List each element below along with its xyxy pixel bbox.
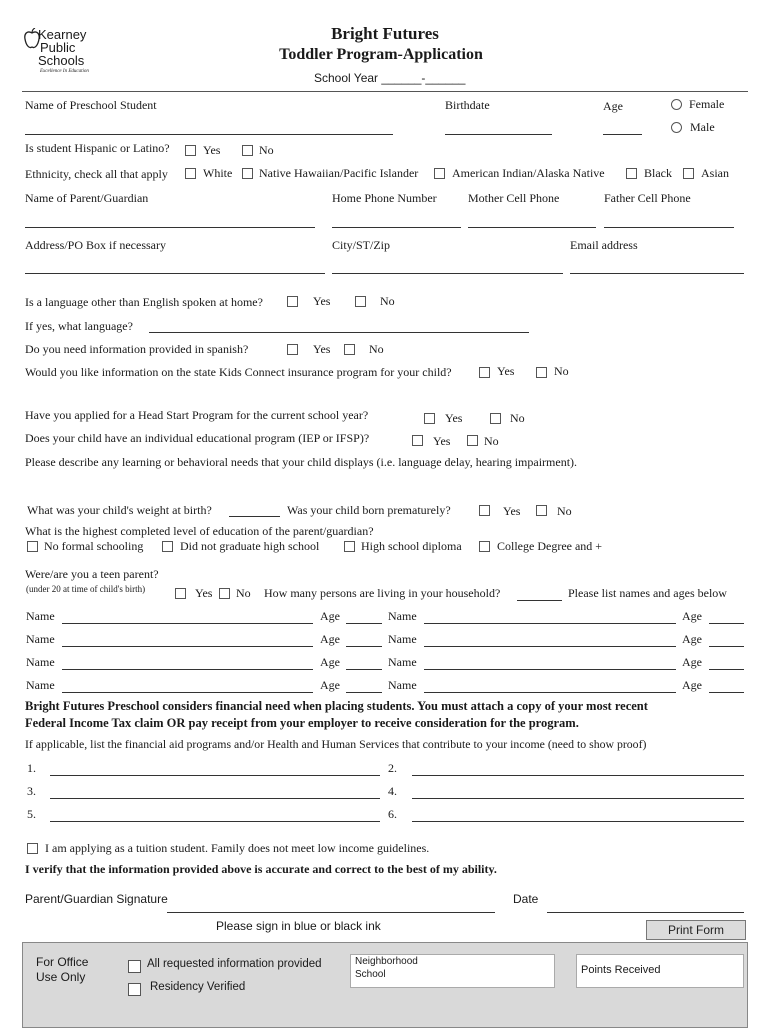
member-age-label: Age: [320, 632, 340, 646]
hispanic-yes-label: Yes: [203, 143, 221, 157]
head-start-no-checkbox[interactable]: [490, 413, 501, 424]
ethnicity-native-american-label: American Indian/Alaska Native: [452, 166, 605, 180]
school-label-line1: Neighborhood: [355, 956, 418, 967]
city-field[interactable]: [332, 273, 563, 274]
financial-aid-prompt: If applicable, list the financial aid programs and/or Health and Human Services that contribute to your income (need to show proof): [25, 737, 647, 751]
aid-field-3[interactable]: [50, 798, 380, 799]
member-name-field[interactable]: [62, 669, 313, 670]
teen-yes-checkbox[interactable]: [175, 588, 186, 599]
language-question: Is a language other than English spoken at home?: [25, 295, 263, 309]
financial-notice-line1: Bright Futures Preschool considers financial need when placing students. You must attach a copy of your most recent: [25, 699, 648, 713]
member-name-field[interactable]: [62, 692, 313, 693]
hispanic-no-label: No: [259, 143, 274, 157]
head-start-yes-checkbox[interactable]: [424, 413, 435, 424]
aid-number: 5.: [27, 807, 36, 821]
member-age-field[interactable]: [709, 623, 744, 624]
member-name-field[interactable]: [424, 669, 676, 670]
ethnicity-hawaiian-checkbox[interactable]: [242, 168, 253, 179]
education-question: What is the highest completed level of education of the parent/guardian?: [25, 524, 374, 538]
verify-statement: I verify that the information provided above is accurate and correct to the best of my ability.: [25, 862, 497, 876]
member-age-field[interactable]: [709, 692, 744, 693]
father-cell-field[interactable]: [604, 227, 734, 228]
member-name-label: Name: [388, 655, 417, 669]
language-yes-label: Yes: [313, 294, 331, 308]
needs-prompt: Please describe any learning or behavioral needs that your child displays (i.e. language delay, hearing impairment).: [25, 455, 578, 469]
member-age-field[interactable]: [346, 623, 382, 624]
kids-connect-question: Would you like information on the state Kids Connect insurance program for your child?: [25, 365, 452, 379]
aid-field-1[interactable]: [50, 775, 380, 776]
household-count-field[interactable]: [517, 600, 562, 601]
member-name-field[interactable]: [424, 623, 676, 624]
ethnicity-white-checkbox[interactable]: [185, 168, 196, 179]
male-radio[interactable]: [671, 122, 682, 133]
ethnicity-asian-label: Asian: [701, 166, 729, 180]
member-age-field[interactable]: [709, 669, 744, 670]
teen-no-label: No: [236, 586, 251, 600]
member-age-label: Age: [682, 632, 702, 646]
education-hs-checkbox[interactable]: [344, 541, 355, 552]
logo-line3: Schools: [38, 53, 85, 68]
aid-field-5[interactable]: [50, 821, 380, 822]
ethnicity-white-label: White: [203, 166, 233, 180]
member-age-field[interactable]: [346, 692, 382, 693]
female-label: Female: [689, 97, 725, 111]
form-title: Bright Futures: [331, 24, 439, 43]
form-subtitle: Toddler Program-Application: [279, 46, 483, 63]
home-phone-label: Home Phone Number: [332, 191, 437, 205]
member-name-label: Name: [388, 632, 417, 646]
aid-number: 1.: [27, 761, 36, 775]
residency-label: Residency Verified: [150, 981, 246, 993]
education-no-hs-checkbox[interactable]: [162, 541, 173, 552]
hispanic-yes-checkbox[interactable]: [185, 145, 196, 156]
aid-field-2[interactable]: [412, 775, 744, 776]
premature-no-checkbox[interactable]: [536, 505, 547, 516]
financial-notice-line2: Federal Income Tax claim OR pay receipt from your employer to receive consideration for the program.: [25, 716, 579, 730]
language-which-label: If yes, what language?: [25, 319, 133, 333]
male-label: Male: [690, 120, 715, 134]
aid-number: 4.: [388, 784, 397, 798]
member-age-label: Age: [682, 678, 702, 692]
kids-connect-no-label: No: [554, 364, 569, 378]
birthdate-field[interactable]: [445, 134, 552, 135]
language-which-field[interactable]: [149, 332, 529, 333]
ethnicity-native-american-checkbox[interactable]: [434, 168, 445, 179]
kids-connect-yes-checkbox[interactable]: [479, 367, 490, 378]
premature-yes-checkbox[interactable]: [479, 505, 490, 516]
address-label: Address/PO Box if necessary: [25, 238, 166, 252]
member-age-label: Age: [682, 655, 702, 669]
language-yes-checkbox[interactable]: [287, 296, 298, 307]
ink-note: Please sign in blue or black ink: [216, 919, 381, 933]
info-provided-checkbox[interactable]: [128, 960, 141, 973]
education-hs-label: High school diploma: [361, 539, 462, 553]
student-name-field[interactable]: [25, 134, 393, 135]
print-form-button[interactable]: Print Form: [646, 920, 746, 940]
ethnicity-black-checkbox[interactable]: [626, 168, 637, 179]
aid-number: 3.: [27, 784, 36, 798]
teen-parent-note: (under 20 at time of child's birth): [26, 584, 146, 594]
parent-name-field[interactable]: [25, 227, 315, 228]
father-cell-label: Father Cell Phone: [604, 191, 691, 205]
household-question: How many persons are living in your household?: [264, 586, 501, 600]
female-radio[interactable]: [671, 99, 682, 110]
info-provided-label: All requested information provided: [147, 958, 322, 970]
education-college-label: College Degree and +: [497, 539, 603, 553]
aid-field-6[interactable]: [412, 821, 744, 822]
age-label: Age: [603, 99, 623, 113]
education-none-label: No formal schooling: [44, 539, 144, 553]
member-age-label: Age: [320, 609, 340, 623]
home-phone-field[interactable]: [332, 227, 461, 228]
spanish-no-label: No: [369, 342, 384, 356]
household-list-prompt: Please list names and ages below: [568, 586, 727, 600]
ethnicity-label: Ethnicity, check all that apply: [25, 167, 168, 181]
aid-number: 2.: [388, 761, 397, 775]
office-title-line2: Use Only: [36, 970, 86, 984]
parent-name-label: Name of Parent/Guardian: [25, 191, 149, 205]
logo-line2: Public: [40, 40, 76, 55]
age-field[interactable]: [603, 134, 642, 135]
hispanic-no-checkbox[interactable]: [242, 145, 253, 156]
student-name-label: Name of Preschool Student: [25, 98, 157, 112]
head-start-question: Have you applied for a Head Start Program for the current school year?: [25, 408, 369, 422]
ethnicity-asian-checkbox[interactable]: [683, 168, 694, 179]
spanish-no-checkbox[interactable]: [344, 344, 355, 355]
spanish-yes-label: Yes: [313, 342, 331, 356]
premature-no-label: No: [557, 504, 572, 518]
ethnicity-hawaiian-label: Native Hawaiian/Pacific Islander: [259, 166, 419, 180]
iep-no-checkbox[interactable]: [467, 435, 478, 446]
premature-yes-label: Yes: [503, 504, 521, 518]
member-name-field[interactable]: [424, 692, 676, 693]
office-title-line1: For Office: [36, 955, 89, 969]
education-none-checkbox[interactable]: [27, 541, 38, 552]
header-divider: [22, 91, 748, 92]
member-name-label: Name: [388, 609, 417, 623]
education-no-hs-label: Did not graduate high school: [180, 539, 320, 553]
member-age-label: Age: [682, 609, 702, 623]
date-field[interactable]: [547, 912, 744, 913]
language-no-label: No: [380, 294, 395, 308]
aid-field-4[interactable]: [412, 798, 744, 799]
signature-label: Parent/Guardian Signature: [25, 892, 168, 906]
member-name-field[interactable]: [62, 623, 313, 624]
member-name-label: Name: [26, 678, 55, 692]
iep-yes-checkbox[interactable]: [412, 435, 423, 446]
tuition-label: I am applying as a tuition student. Family does not meet low income guidelines.: [45, 841, 430, 855]
spanish-yes-checkbox[interactable]: [287, 344, 298, 355]
school-year: School Year ______-______: [314, 71, 466, 85]
member-name-label: Name: [388, 678, 417, 692]
logo-tagline: Excellence In Education: [40, 69, 89, 74]
hispanic-question: Is student Hispanic or Latino?: [25, 141, 170, 155]
kids-connect-no-checkbox[interactable]: [536, 367, 547, 378]
member-name-label: Name: [26, 632, 55, 646]
email-field[interactable]: [570, 273, 744, 274]
birth-weight-field[interactable]: [229, 516, 280, 517]
teen-parent-question: Were/are you a teen parent?: [25, 567, 159, 581]
birthdate-label: Birthdate: [445, 98, 490, 112]
birth-weight-label: What was your child's weight at birth?: [27, 503, 212, 517]
date-label: Date: [513, 892, 539, 906]
premature-question: Was your child born prematurely?: [287, 503, 451, 517]
aid-number: 6.: [388, 807, 397, 821]
email-label: Email address: [570, 238, 638, 252]
tuition-checkbox[interactable]: [27, 843, 38, 854]
address-field[interactable]: [25, 273, 325, 274]
iep-yes-label: Yes: [433, 434, 451, 448]
head-start-yes-label: Yes: [445, 411, 463, 425]
member-name-field[interactable]: [62, 646, 313, 647]
head-start-no-label: No: [510, 411, 525, 425]
spanish-question: Do you need information provided in spanish?: [25, 342, 249, 356]
member-name-field[interactable]: [424, 646, 676, 647]
teen-yes-label: Yes: [195, 586, 213, 600]
member-name-label: Name: [26, 609, 55, 623]
logo-line1: Kearney: [38, 27, 87, 42]
iep-no-label: No: [484, 434, 499, 448]
member-age-field[interactable]: [709, 646, 744, 647]
kids-connect-yes-label: Yes: [497, 364, 515, 378]
points-received-label: Points Received: [581, 964, 661, 976]
education-college-checkbox[interactable]: [479, 541, 490, 552]
language-no-checkbox[interactable]: [355, 296, 366, 307]
school-label-line2: School: [355, 969, 386, 980]
teen-no-checkbox[interactable]: [219, 588, 230, 599]
ethnicity-black-label: Black: [644, 166, 672, 180]
member-age-field[interactable]: [346, 646, 382, 647]
mother-cell-label: Mother Cell Phone: [468, 191, 560, 205]
member-age-label: Age: [320, 678, 340, 692]
city-label: City/ST/Zip: [332, 238, 391, 252]
signature-field[interactable]: [167, 912, 495, 913]
member-age-field[interactable]: [346, 669, 382, 670]
residency-checkbox[interactable]: [128, 983, 141, 996]
iep-question: Does your child have an individual educational program (IEP or IFSP)?: [25, 431, 370, 445]
member-name-label: Name: [26, 655, 55, 669]
member-age-label: Age: [320, 655, 340, 669]
mother-cell-field[interactable]: [468, 227, 596, 228]
